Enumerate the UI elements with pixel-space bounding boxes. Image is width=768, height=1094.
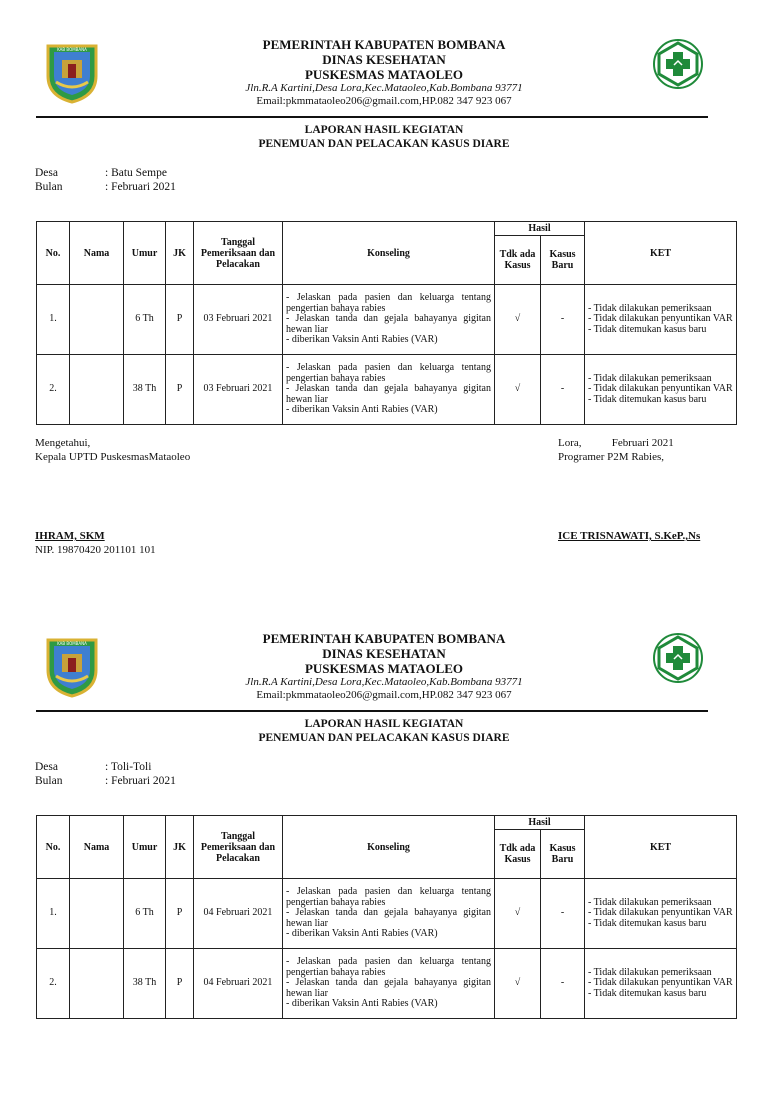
signatory-left-name: IHRAM, SKM	[35, 530, 105, 542]
letterhead-line3: PUSKESMAS MATAOLEO	[304, 67, 464, 82]
cell-konseling	[283, 949, 495, 1019]
bulan-label: Bulan	[35, 181, 63, 193]
col-no: No.	[37, 222, 70, 285]
cell-jk: P	[166, 949, 194, 1019]
letterhead-divider	[36, 116, 708, 118]
col-konseling: Konseling	[283, 816, 495, 879]
bombana-regency-emblem-icon	[44, 40, 100, 104]
cell-konseling	[283, 355, 495, 425]
col-kasus-baru: Kasus Baru	[541, 830, 585, 879]
ket-item: - Tidak dilakukan pemeriksaan	[588, 966, 712, 978]
cell-tdk-ada-kasus: √	[495, 949, 541, 1019]
konseling-item: - Jelaskan pada pasien dan keluarga tentang pengertian bahaya rabies	[286, 886, 491, 908]
table-row	[37, 949, 737, 1019]
cell-nama	[70, 879, 124, 949]
col-tanggal: Tanggal Pemeriksaan dan Pelacakan	[194, 816, 283, 879]
ket-item: - Tidak ditemukan kasus baru	[588, 323, 707, 335]
cell-konseling	[283, 285, 495, 355]
cell-nama	[70, 285, 124, 355]
cell-ket	[585, 879, 737, 949]
health-cross-icon	[652, 38, 704, 90]
signature-right	[558, 436, 674, 464]
signatory-right	[558, 529, 700, 543]
cell-tanggal: 04 Februari 2021	[194, 949, 283, 1019]
cell-tanggal: 03 Februari 2021	[194, 285, 283, 355]
konseling-item: - Jelaskan pada pasien dan keluarga tentang pengertian bahaya rabies	[286, 362, 491, 384]
konseling-item: - Jelaskan tanda dan gejala bahayanya gigitan hewan liar	[286, 907, 491, 929]
ket-item: - Tidak ditemukan kasus baru	[588, 917, 707, 929]
col-tdk-ada-kasus: Tdk ada Kasus	[495, 236, 541, 285]
emblem-label: KAB BOMBANA	[57, 641, 87, 646]
konseling-item: - diberikan Vaksin Anti Rabies (VAR)	[286, 998, 438, 1010]
signature-right-line1: Lora, Februari 2021	[558, 437, 674, 449]
cell-no: 1.	[37, 879, 70, 949]
letterhead-line1: PEMERINTAH KABUPATEN BOMBANA	[262, 631, 506, 646]
cell-kasus-baru: -	[541, 949, 585, 1019]
letterhead-line2: DINAS KESEHATAN	[322, 646, 446, 661]
letterhead-line2: DINAS KESEHATAN	[322, 52, 446, 67]
cell-tanggal: 04 Februari 2021	[194, 879, 283, 949]
bombana-regency-emblem-icon	[44, 634, 100, 698]
signature-left-line2: Kepala UPTD PuskesmasMataoleo	[35, 451, 191, 463]
col-kasus-baru: Kasus Baru	[541, 236, 585, 285]
col-umur: Umur	[124, 222, 166, 285]
cell-nama	[70, 949, 124, 1019]
signatory-left-nip: NIP. 19870420 201101 101	[35, 544, 156, 556]
letterhead-line3: PUSKESMAS MATAOLEO	[304, 661, 464, 676]
case-table	[36, 815, 737, 1019]
cell-umur: 38 Th	[124, 355, 166, 425]
cell-no: 2.	[37, 355, 70, 425]
cell-no: 2.	[37, 949, 70, 1019]
col-tdk-ada-kasus: Tdk ada Kasus	[495, 830, 541, 879]
cell-ket	[585, 285, 737, 355]
cell-tdk-ada-kasus: √	[495, 879, 541, 949]
report-title	[150, 123, 618, 151]
col-nama: Nama	[70, 222, 124, 285]
cell-tdk-ada-kasus: √	[495, 285, 541, 355]
table-row	[37, 879, 737, 949]
letterhead-address: Jln.R.A Kartini,Desa Lora,Kec.Mataoleo,Kab.Bombana 93771	[245, 82, 523, 94]
col-no: No.	[37, 816, 70, 879]
letterhead-contact: Email:pkmmataoleo206@gmail.com,HP.082 347 923 067	[256, 689, 512, 701]
cell-ket	[585, 949, 737, 1019]
col-ket: KET	[585, 222, 737, 285]
cell-kasus-baru: -	[541, 879, 585, 949]
cell-umur: 6 Th	[124, 285, 166, 355]
ket-item: - Tidak dilakukan penyuntikan VAR	[588, 907, 733, 919]
konseling-item: - Jelaskan tanda dan gejala bahayanya gigitan hewan liar	[286, 977, 491, 999]
cell-kasus-baru: -	[541, 355, 585, 425]
cell-jk: P	[166, 879, 194, 949]
col-jk: JK	[166, 222, 194, 285]
report-toli-toli	[0, 594, 768, 1094]
letterhead-divider	[36, 710, 708, 712]
desa-value: : Toli-Toli	[105, 761, 152, 773]
konseling-item: - Jelaskan pada pasien dan keluarga tentang pengertian bahaya rabies	[286, 956, 491, 978]
report-title	[150, 717, 618, 745]
col-nama: Nama	[70, 816, 124, 879]
signature-right-line2: Programer P2M Rabies,	[558, 451, 665, 463]
signature-left	[35, 436, 190, 464]
col-umur: Umur	[124, 816, 166, 879]
cell-no: 1.	[37, 285, 70, 355]
col-ket: KET	[585, 816, 737, 879]
letterhead-line1: PEMERINTAH KABUPATEN BOMBANA	[262, 37, 506, 52]
konseling-item: - diberikan Vaksin Anti Rabies (VAR)	[286, 334, 438, 346]
col-konseling: Konseling	[283, 222, 495, 285]
col-tanggal: Tanggal Pemeriksaan dan Pelacakan	[194, 222, 283, 285]
konseling-item: - Jelaskan pada pasien dan keluarga tentang pengertian bahaya rabies	[286, 292, 491, 314]
konseling-item: - Jelaskan tanda dan gejala bahayanya gigitan hewan liar	[286, 313, 491, 335]
signatory-right-name: ICE TRISNAWATI, S.KeP.,Ns	[558, 530, 701, 542]
cell-jk: P	[166, 285, 194, 355]
ket-item: - Tidak ditemukan kasus baru	[588, 987, 707, 999]
ket-item: - Tidak dilakukan pemeriksaan	[588, 372, 712, 384]
case-table	[36, 221, 737, 425]
cell-tdk-ada-kasus: √	[495, 355, 541, 425]
report-title-line2: PENEMUAN DAN PELACAKAN KASUS DIARE	[258, 732, 510, 744]
letterhead-address: Jln.R.A Kartini,Desa Lora,Kec.Mataoleo,Kab.Bombana 93771	[245, 676, 523, 688]
cell-konseling	[283, 879, 495, 949]
konseling-item: - diberikan Vaksin Anti Rabies (VAR)	[286, 404, 438, 416]
col-hasil: Hasil	[495, 222, 585, 236]
bulan-label: Bulan	[35, 775, 63, 787]
cell-nama	[70, 355, 124, 425]
konseling-item: - diberikan Vaksin Anti Rabies (VAR)	[286, 928, 438, 940]
cell-kasus-baru: -	[541, 285, 585, 355]
bulan-value: : Februari 2021	[105, 181, 176, 193]
ket-item: - Tidak ditemukan kasus baru	[588, 393, 707, 405]
health-cross-icon	[652, 632, 704, 684]
letterhead	[150, 37, 618, 108]
report-title-line2: PENEMUAN DAN PELACAKAN KASUS DIARE	[258, 138, 510, 150]
ket-item: - Tidak dilakukan pemeriksaan	[588, 302, 712, 314]
cell-umur: 6 Th	[124, 879, 166, 949]
col-jk: JK	[166, 816, 194, 879]
ket-item: - Tidak dilakukan penyuntikan VAR	[588, 977, 733, 989]
desa-label: Desa	[35, 167, 58, 179]
col-hasil: Hasil	[495, 816, 585, 830]
signatory-left	[35, 529, 156, 557]
konseling-item: - Jelaskan tanda dan gejala bahayanya gigitan hewan liar	[286, 383, 491, 405]
cell-tanggal: 03 Februari 2021	[194, 355, 283, 425]
report-title-line1: LAPORAN HASIL KEGIATAN	[304, 124, 464, 136]
table-row	[37, 285, 737, 355]
bulan-value: : Februari 2021	[105, 775, 176, 787]
cell-umur: 38 Th	[124, 949, 166, 1019]
cell-jk: P	[166, 355, 194, 425]
report-meta	[35, 166, 176, 194]
report-meta	[35, 760, 176, 788]
emblem-label: KAB BOMBANA	[57, 47, 87, 52]
letterhead-contact: Email:pkmmataoleo206@gmail.com,HP.082 347 923 067	[256, 95, 512, 107]
ket-item: - Tidak dilakukan penyuntikan VAR	[588, 313, 733, 325]
desa-label: Desa	[35, 761, 58, 773]
ket-item: - Tidak dilakukan penyuntikan VAR	[588, 383, 733, 395]
ket-item: - Tidak dilakukan pemeriksaan	[588, 896, 712, 908]
signature-left-line1: Mengetahui,	[35, 437, 91, 449]
report-title-line1: LAPORAN HASIL KEGIATAN	[304, 718, 464, 730]
cell-ket	[585, 355, 737, 425]
desa-value: : Batu Sempe	[105, 167, 167, 179]
letterhead	[150, 631, 618, 702]
table-row	[37, 355, 737, 425]
